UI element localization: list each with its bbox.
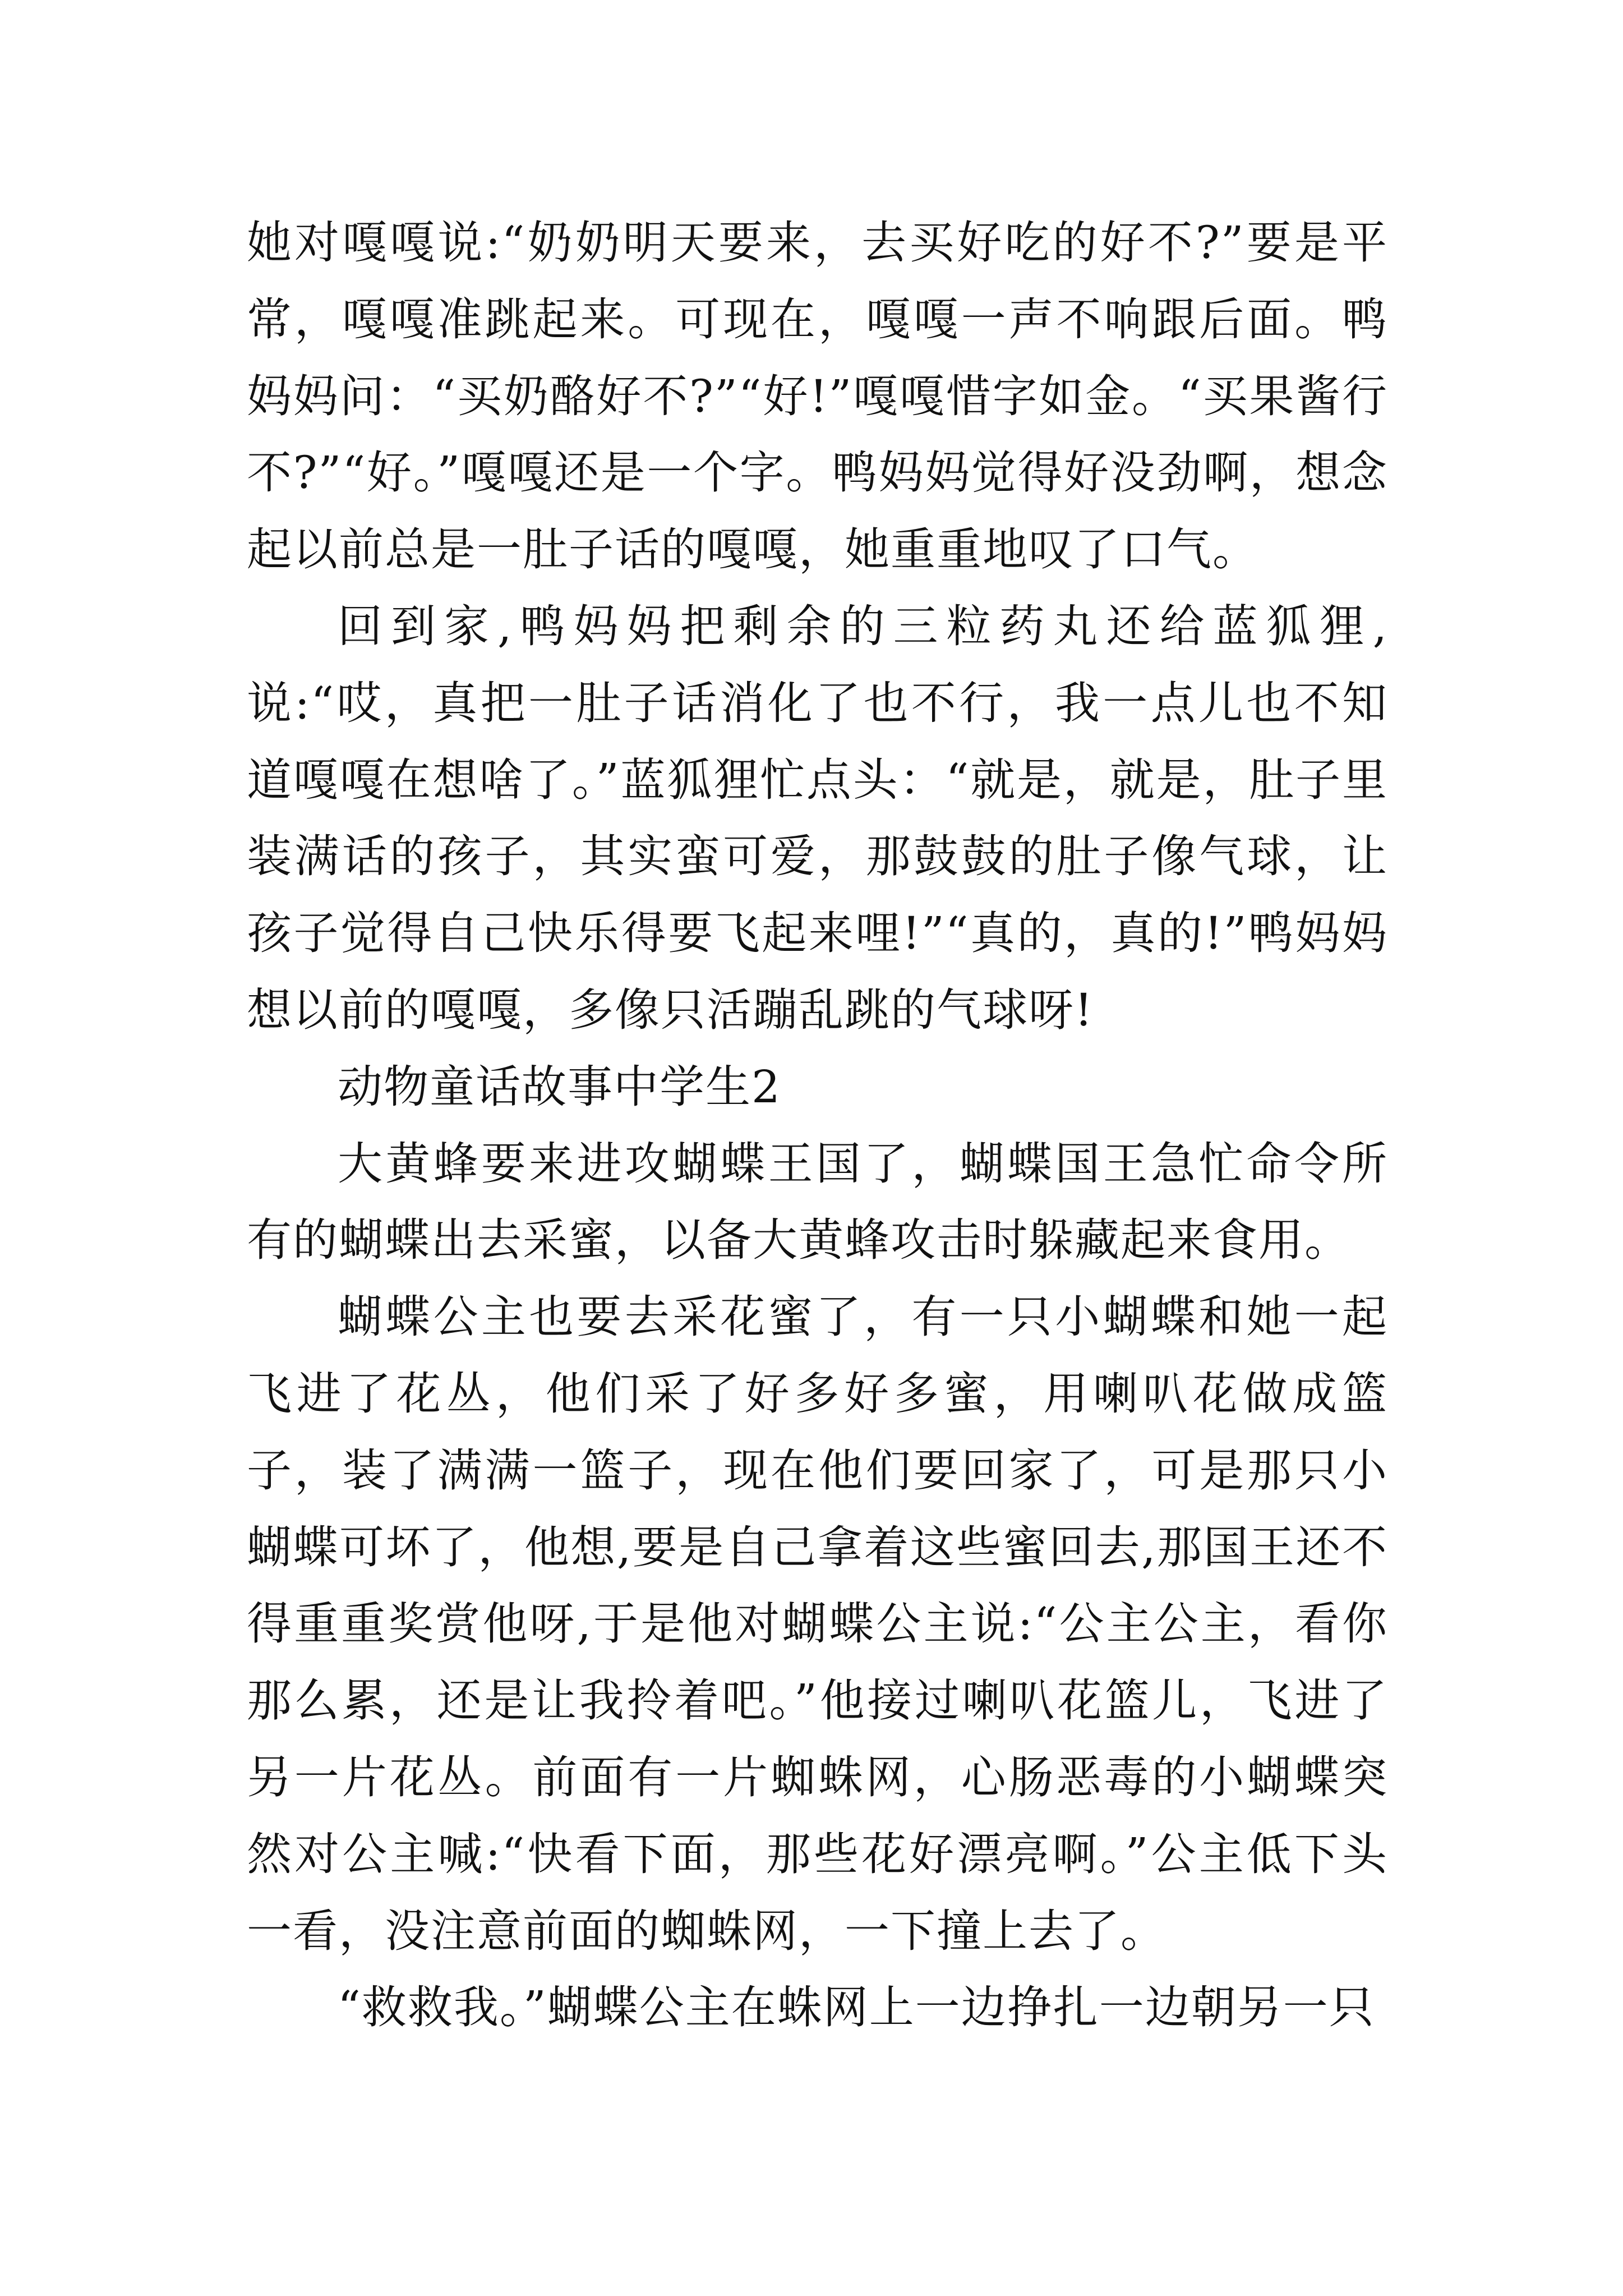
- paragraph-butterfly-princess: 蝴蝶公主也要去采花蜜了，有一只小蝴蝶和她一起飞进了花丛，他们采了好多好多蜜，用喇叭花做成篮子，装了满满一篮子，现在他们要回家了，可是那只小蝴蝶可坏了，他想,要是自己拿着这些蜜回去,那国王还不得重重奖赏他呀,于是他对蝴蝶公主说:“公主公主，看你那么累，还是让我拎着吧。”他接过喇叭花篮儿，飞进了另一片花丛。前面有一片蜘蛛网，心肠恶毒的小蝴蝶突然对公主喊:“快看下面，那些花好漂亮啊。”公主低下头一看，没注意前面的蜘蛛网，一下撞上去了。: [247, 1291, 1388, 1957]
- story-text: [247, 205, 1388, 2046]
- section-heading: 动物童话故事中学生2: [338, 1060, 781, 1113]
- paragraph-return-pills: 回到家,鸭妈妈把剩余的三粒药丸还给蓝狐狸,说:“哎，真把一肚子话消化了也不行，我一点儿也不知道嘎嘎在想啥了。”蓝狐狸忙点头：“就是，就是，肚子里装满话的孩子，其实蛮可爱，那鼓鼓的肚子像气球，让孩子觉得自己快乐得要飞起来哩!”“真的，真的!”鸭妈妈想以前的嘎嘎，多像只活蹦乱跳的气球呀!: [247, 600, 1388, 1036]
- paragraph-hornet-attack: 大黄蜂要来进攻蝴蝶王国了，蝴蝶国王急忙命令所有的蝴蝶出去采蜜，以备大黄蜂攻击时躲藏起来食用。: [247, 1137, 1388, 1267]
- paragraph-duck-shopping: 她对嘎嘎说:“奶奶明天要来，去买好吃的好不?”要是平常，嘎嘎准跳起来。可现在，嘎嘎一声不响跟后面。鸭妈妈问：“买奶酪好不?”“好!”嘎嘎惜字如金。“买果酱行不?”“好。”嘎嘎还是一个字。鸭妈妈觉得好没劲啊，想念起以前总是一肚子话的嘎嘎，她重重地叹了口气。: [247, 217, 1388, 576]
- paragraph-save-me: “救救我。”蝴蝶公主在蛛网上一边挣扎一边朝另一只: [338, 1981, 1375, 2034]
